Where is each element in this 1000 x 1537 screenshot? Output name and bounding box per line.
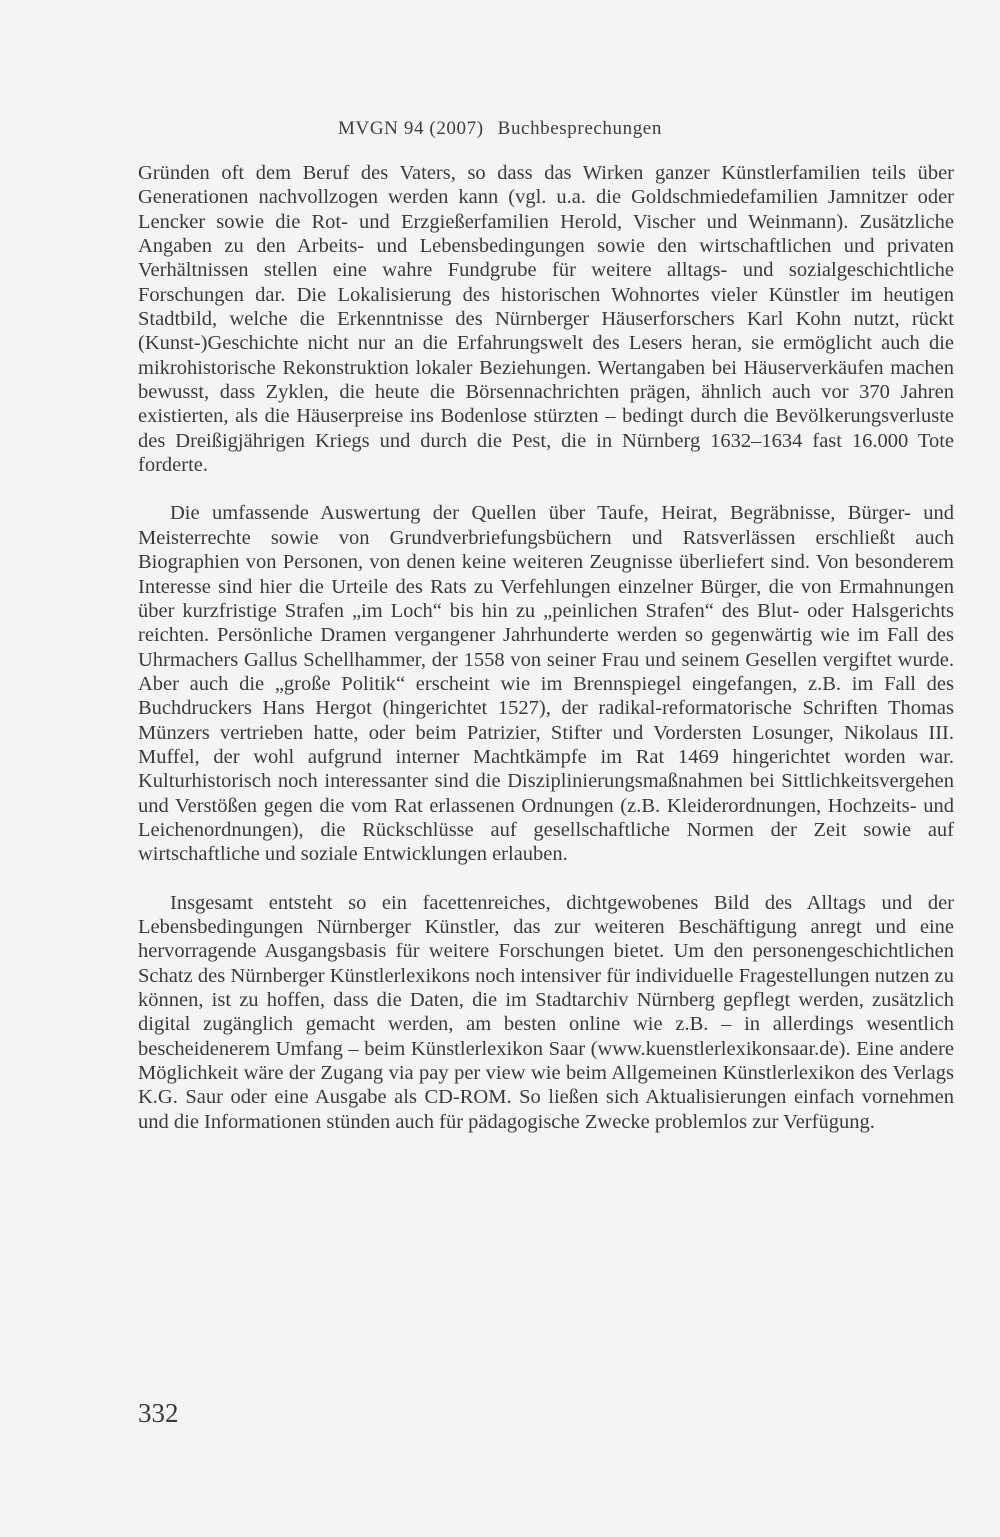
running-header <box>0 118 1000 140</box>
section-title: Buchbesprechungen <box>497 118 662 139</box>
paragraph-1: Gründen oft dem Beruf des Vaters, so dass das Wirken ganzer Künstlerfamilien teils über Generationen nachvollzogen werden kann (vgl. u.a. die Goldschmiedefamilien Jamnitzer oder Lencker sowie die Rot- und Erzgießerfamilien Herold, Vischer und Weinmann). Zusätzliche Angaben zu den Arbeits- und Lebensbedingungen sowie den wirtschaftlichen und privaten Verhältnissen stellen eine wahre Fundgrube für weitere alltags- und sozialgeschichtliche Forschungen dar. Die Lokalisierung des historischen Wohnortes vieler Künstler im heutigen Stadtbild, welche die Erkenntnisse des Nürnberger Häuserforschers Karl Kohn nutzt, rückt (Kunst-)Geschichte nicht nur an die Erfahrungswelt des Lesers heran, sie ermöglicht auch die mikrohistorische Rekonstruktion lokaler Beziehungen. Wertangaben bei Häuserverkäufen machen bewusst, dass Zyklen, die heute die Börsennachrichten prägen, ähnlich auch vor 370 Jahren existierten, als die Häuserpreise ins Bodenlose stürzten – bedingt durch die Bevölkerungsverluste des Dreißigjährigen Kriegs und durch die Pest, die in Nürnberg 1632–1634 fast 16.000 Tote forderte. <box>138 162 954 477</box>
paragraph-2: Die umfassende Auswertung der Quellen über Taufe, Heirat, Begräbnisse, Bürger- und Meisterrechte sowie von Grundverbriefungsbüchern und Ratsverlässen erschließt auch Biographien von Personen, von denen keine weiteren Zeugnisse überliefert sind. Von besonderem Interesse sind hier die Urteile des Rats zu Verfehlungen einzelner Bürger, die von Ermahnungen über kurzfristige Strafen „im Loch“ bis hin zu „peinlichen Strafen“ des Blut- oder Halsgerichts reichten. Persönliche Dramen vergangener Jahrhunderte werden so gegenwärtig wie im Fall des Uhrmachers Gallus Schellhammer, der 1558 von seiner Frau und seinem Gesellen vergiftet wurde. Aber auch die „große Politik“ erscheint wie im Brennspiegel eingefangen, z.B. im Fall des Buchdruckers Hans Hergot (hingerichtet 1527), der radikal-reformatorische Schriften Thomas Münzers vertrieben hatte, oder beim Patrizier, Stifter und Vordersten Losunger, Nikolaus III. Muffel, der wohl aufgrund interner Machtkämpfe im Rat 1469 hingerichtet worden war. Kulturhistorisch noch interessanter sind die Disziplinierungsmaßnahmen bei Sittlichkeitsvergehen und Verstößen gegen die vom Rat erlassenen Ordnungen (z.B. Kleiderordnungen, Hochzeits- und Leichenordnungen), die Rückschlüsse auf gesellschaftliche Normen der Zeit sowie auf wirtschaftliche und soziale Entwicklungen erlauben. <box>138 502 954 866</box>
body-text <box>138 161 954 1134</box>
page-number: 332 <box>138 1398 179 1428</box>
journal-reference: MVGN 94 (2007) <box>338 118 484 139</box>
paragraph-3: Insgesamt entsteht so ein facettenreiches, dichtgewobenes Bild des Alltags und der Lebensbedingungen Nürnberger Künstler, das zur weiteren Beschäftigung anregt und eine hervorragende Ausgangsbasis für weitere Forschungen bietet. Um den personengeschichtlichen Schatz des Nürnberger Künstlerlexikons noch intensiver für individuelle Fragestellungen nutzen zu können, ist zu hoffen, dass die Daten, die im Stadtarchiv Nürnberg gepflegt werden, zusätzlich digital zugänglich gemacht werden, am besten online wie z.B. – in allerdings wesentlich bescheidenerem Umfang – beim Künstlerlexikon Saar (www.kuenstlerlexikonsaar.de). Eine andere Möglichkeit wäre der Zugang via pay per view wie beim Allgemeinen Künstlerlexikon des Verlags K.G. Saur oder eine Ausgabe als CD-ROM. So ließen sich Aktualisierungen einfach vornehmen und die Informationen stünden auch für pädagogische Zwecke problemlos zur Verfügung. <box>138 891 954 1133</box>
